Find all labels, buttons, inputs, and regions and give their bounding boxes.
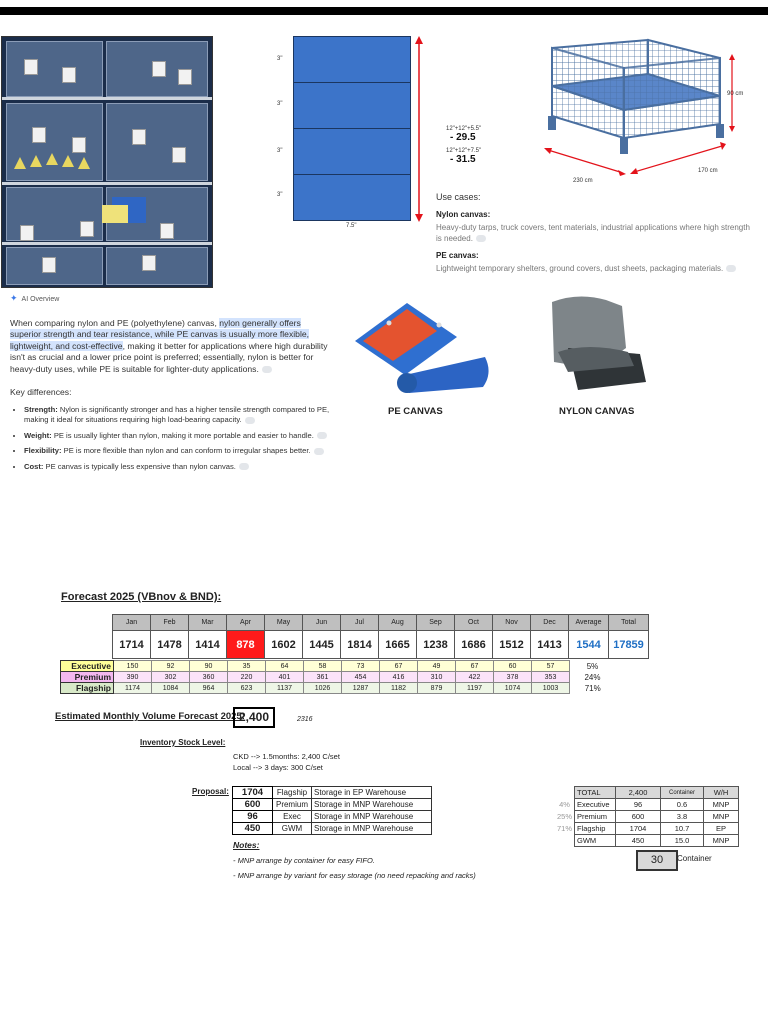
use-cases — [436, 192, 756, 280]
cell: 0.6 — [661, 799, 704, 811]
cell: 35 — [228, 661, 266, 672]
cell: 67 — [380, 661, 418, 672]
cell: 401 — [266, 672, 304, 683]
table-row — [555, 799, 739, 811]
forecast-title: Forecast 2025 (VBnov & BND): — [61, 591, 222, 603]
cage-depth-label: 170 cm — [698, 168, 718, 174]
proposal-table — [232, 786, 432, 835]
pe-use-text: Lightweight temporary shelters, ground covers, dust sheets, packaging materials. — [436, 263, 756, 274]
cell: 71% — [557, 824, 573, 833]
cell: GWM — [575, 835, 616, 847]
month-header: May — [265, 615, 303, 631]
link-icon[interactable] — [317, 432, 327, 439]
cell: 10.7 — [661, 823, 704, 835]
table-row — [113, 615, 649, 631]
cell: 1074 — [494, 683, 532, 694]
link-icon[interactable] — [476, 235, 486, 242]
month-header: Jan — [113, 615, 151, 631]
variant-name: Flagship — [61, 683, 114, 694]
cell: 416 — [380, 672, 418, 683]
cell: MNP — [704, 799, 739, 811]
variant-name: Premium — [61, 672, 114, 683]
cell: 454 — [342, 672, 380, 683]
table-row — [233, 799, 432, 811]
top-rule — [0, 7, 768, 15]
canvas-panel — [293, 128, 411, 175]
month-total: 1686 — [455, 631, 493, 659]
pe-use-title: PE canvas: — [436, 251, 479, 260]
table-row — [113, 631, 649, 659]
cell: 600 — [233, 799, 273, 811]
variant-name: Executive — [61, 661, 114, 672]
key-differences-heading: Key differences: — [10, 387, 72, 397]
cell: 25% — [557, 812, 573, 821]
month-header: Aug — [379, 615, 417, 631]
month-total: 1602 — [265, 631, 303, 659]
canvas-panel — [293, 82, 411, 129]
cell: 96 — [233, 811, 273, 823]
list-item: • Weight: PE is usually lighter than nylon, making it more portable and easier to handle. — [24, 431, 332, 442]
calc-label: 12"+12"+7.5" — [446, 148, 482, 154]
cell: 49 — [418, 661, 456, 672]
month-header: Jul — [341, 615, 379, 631]
cell: 310 — [418, 672, 456, 683]
month-total: 1413 — [531, 631, 569, 659]
notes-heading: Notes: — [233, 840, 260, 850]
estimate-alt-value: 2316 — [297, 716, 313, 723]
month-total: 1512 — [493, 631, 531, 659]
cell: 879 — [418, 683, 456, 694]
cell: Storage in MNP Warehouse — [312, 823, 432, 835]
cell: Container — [661, 787, 704, 799]
variant-share: 5% — [586, 661, 599, 671]
cell: 1137 — [266, 683, 304, 694]
ai-overview — [10, 293, 332, 477]
month-total: 1478 — [151, 631, 189, 659]
cell: 2,400 — [616, 787, 661, 799]
panel-height-label: 3" — [277, 101, 283, 107]
ai-overview-intro: When comparing nylon and PE (polyethylene) canvas, nylon generally offers superior strength and tear resistance, while PE canvas is usually more flexible, lightweight, and cost-effective, making it better for applications where high durability isn't as crucial and a lower price point is preferred; essentially, nylon is better for heavy-duty uses, while PE is suitable for lighter-duty applications. — [10, 317, 328, 374]
inventory-local: Local --> 3 days: 300 C/set — [233, 763, 323, 772]
panel-height-label: 3" — [277, 192, 283, 198]
cell: 67 — [456, 661, 494, 672]
cell: 361 — [304, 672, 342, 683]
month-header: Dec — [531, 615, 569, 631]
cell: 1174 — [114, 683, 152, 694]
cell: 1704 — [616, 823, 661, 835]
month-total: 1665 — [379, 631, 417, 659]
cell — [555, 835, 575, 847]
total-header: Total — [609, 615, 649, 631]
cage-width-label: 230 cm — [573, 178, 593, 184]
link-icon[interactable] — [726, 265, 736, 272]
cell: 92 — [152, 661, 190, 672]
inventory-label: Inventory Stock Level: — [140, 738, 226, 747]
cell: 390 — [114, 672, 152, 683]
cell: 1704 — [233, 787, 273, 799]
link-icon[interactable] — [245, 417, 255, 424]
month-total: 1414 — [189, 631, 227, 659]
table-row — [61, 672, 616, 683]
key-differences-list — [10, 405, 332, 473]
cell: 90 — [190, 661, 228, 672]
cell: 302 — [152, 672, 190, 683]
cell: 64 — [266, 661, 304, 672]
canvas-panel — [293, 174, 411, 221]
cell: 15.0 — [661, 835, 704, 847]
cage-illustration — [538, 38, 748, 186]
month-header: Apr — [227, 615, 265, 631]
link-icon[interactable] — [239, 463, 249, 470]
variant-share: 71% — [584, 683, 601, 693]
cell: 4% — [559, 800, 570, 809]
cell: 60 — [494, 661, 532, 672]
cell: Storage in MNP Warehouse — [312, 799, 432, 811]
cell: 58 — [304, 661, 342, 672]
inventory-details — [233, 751, 340, 773]
cell: 220 — [228, 672, 266, 683]
month-total: 1714 — [113, 631, 151, 659]
pe-canvas-label: PE CANVAS — [388, 406, 443, 417]
height-arrow-icon — [412, 36, 426, 222]
cell: MNP — [704, 835, 739, 847]
cell: W/H — [704, 787, 739, 799]
cell: Flagship — [273, 787, 312, 799]
estimate-label: Estimated Monthly Volume Forecast 2025: — [55, 711, 245, 722]
nylon-canvas-image — [548, 292, 648, 396]
cell: 1026 — [304, 683, 342, 694]
table-row — [61, 683, 616, 694]
table-row — [233, 823, 432, 835]
link-icon[interactable] — [262, 366, 272, 373]
cell: 150 — [114, 661, 152, 672]
notes — [233, 838, 476, 883]
panel-height-label: 3" — [277, 56, 283, 62]
link-icon[interactable] — [314, 448, 324, 455]
canvas-panel — [293, 36, 411, 83]
note-item: - MNP arrange by container for easy FIFO. — [233, 856, 375, 865]
table-row — [555, 835, 739, 847]
total-containers-label: Container — [677, 854, 712, 863]
warehouse-photo — [1, 36, 213, 288]
cell: Premium — [273, 799, 312, 811]
month-header: Feb — [151, 615, 189, 631]
cell: 360 — [190, 672, 228, 683]
cell: 1287 — [342, 683, 380, 694]
calc-result: - 29.5 — [450, 132, 476, 143]
table-row — [555, 823, 739, 835]
total-value: 17859 — [609, 631, 649, 659]
cell: Exec — [273, 811, 312, 823]
cell: 450 — [616, 835, 661, 847]
cell: 1003 — [532, 683, 570, 694]
cell: Premium — [575, 811, 616, 823]
cell: 1182 — [380, 683, 418, 694]
total-containers: 30 — [636, 850, 678, 871]
cell: 3.8 — [661, 811, 704, 823]
cell: 422 — [456, 672, 494, 683]
nylon-use-title: Nylon canvas: — [436, 210, 491, 219]
table-row — [555, 787, 739, 799]
cell: TOTAL — [575, 787, 616, 799]
month-header: Jun — [303, 615, 341, 631]
calc-result: - 31.5 — [450, 154, 476, 165]
cell: 378 — [494, 672, 532, 683]
cell: Storage in EP Warehouse — [312, 787, 432, 799]
nylon-use-text: Heavy-duty tarps, truck covers, tent materials, industrial applications where high strength is needed. — [436, 223, 750, 243]
table-row — [233, 811, 432, 823]
nylon-canvas-label: NYLON CANVAS — [559, 406, 635, 417]
average-header: Average — [569, 615, 609, 631]
cell: 353 — [532, 672, 570, 683]
cell: Flagship — [575, 823, 616, 835]
table-row — [61, 661, 616, 672]
table-row — [233, 787, 432, 799]
proposal-label: Proposal: — [192, 787, 229, 796]
month-header: Oct — [455, 615, 493, 631]
cell: EP — [704, 823, 739, 835]
month-total: 1238 — [417, 631, 455, 659]
cell: MNP — [704, 811, 739, 823]
inventory-ckd: CKD --> 1.5months: 2,400 C/set — [233, 752, 340, 761]
cell: 73 — [342, 661, 380, 672]
cell: 964 — [190, 683, 228, 694]
cell: 600 — [616, 811, 661, 823]
use-cases-heading: Use cases: — [436, 192, 481, 202]
cell: 1197 — [456, 683, 494, 694]
month-header: Mar — [189, 615, 227, 631]
average-value: 1544 — [569, 631, 609, 659]
cell: 450 — [233, 823, 273, 835]
cell: Storage in MNP Warehouse — [312, 811, 432, 823]
cell: 57 — [532, 661, 570, 672]
cell: 1084 — [152, 683, 190, 694]
calc-label: 12"+12"+5.5" — [446, 126, 482, 132]
table-row — [555, 811, 739, 823]
list-item: • Strength: Nylon is significantly stronger and has a higher tensile strength compared to PE, making it ideal for situations requiring high load-bearing capacity. — [24, 405, 332, 426]
pe-canvas-image — [345, 295, 493, 395]
month-total: 1445 — [303, 631, 341, 659]
cell: GWM — [273, 823, 312, 835]
month-total-low: 878 — [227, 631, 265, 659]
forecast-table — [112, 614, 649, 659]
panel-width-label: 7.5" — [346, 223, 357, 229]
list-item: • Cost: PE canvas is typically less expensive than nylon canvas. — [24, 462, 332, 473]
cage-height-label: 90 cm — [727, 91, 744, 97]
container-table — [555, 786, 739, 847]
ai-overview-header: ✦ AI Overview — [10, 293, 60, 303]
cell: 96 — [616, 799, 661, 811]
variant-breakdown-table — [60, 660, 616, 694]
variant-share: 24% — [584, 672, 601, 682]
month-total: 1814 — [341, 631, 379, 659]
month-header: Sep — [417, 615, 455, 631]
month-header: Nov — [493, 615, 531, 631]
cell: Executive — [575, 799, 616, 811]
sparkle-icon: ✦ — [10, 293, 18, 303]
note-item: - MNP arrange by variant for easy storage (no need repacking and racks) — [233, 871, 476, 880]
list-item: • Flexibility: PE is more flexible than nylon and can conform to irregular shapes better. — [24, 446, 332, 457]
cell: 623 — [228, 683, 266, 694]
panel-height-label: 3" — [277, 148, 283, 154]
estimate-value: 2,400 — [233, 707, 275, 728]
